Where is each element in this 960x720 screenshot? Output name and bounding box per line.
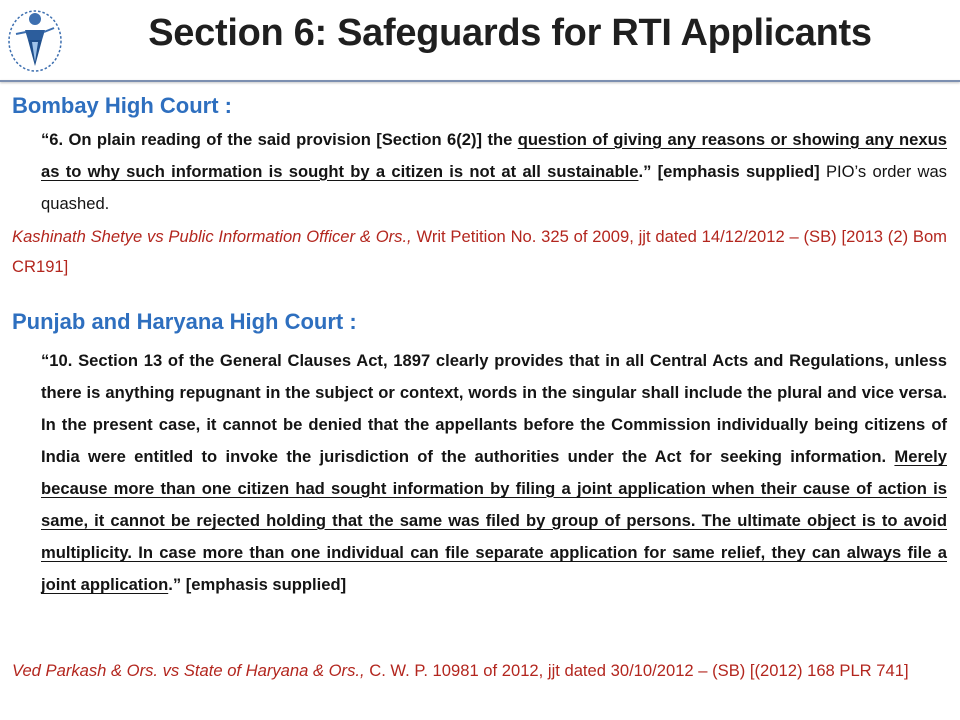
bombay-quote [41, 124, 947, 220]
punjab-case-reference: C. W. P. 10981 of 2012, jjt dated 30/10/2012 – (SB) [(2012) 168 PLR 741] [364, 661, 909, 680]
bombay-quote-close: .” [emphasis supplied] [638, 162, 820, 181]
bombay-quote-emphasis: question of giving any reasons or showing any nexus as to why such information is sought by a citizen is not at all sustainable [41, 130, 947, 181]
bombay-case-reference: Writ Petition No. 325 of 2009, jjt dated 14/12/2012 – (SB) [2013 (2) Bom CR191] [12, 227, 947, 276]
bombay-quote-outcome: PIO’s order was quashed. [41, 162, 947, 213]
bombay-case-name: Kashinath Shetye vs Public Information Officer & Ors., [12, 227, 412, 246]
organization-logo-icon [6, 4, 64, 74]
punjab-case-name: Ved Parkash & Ors. vs State of Haryana & Ors., [12, 661, 365, 680]
punjab-quote-emphasis: Merely because more than one citizen had sought information by filing a joint application when their cause of action is same, it cannot be rejected holding that the same was filed by group of persons. The ultimate object is to avoid multiplicity. In case more than one individual can file separate application for same relief, they can always file a joint application [41, 447, 947, 594]
title-divider [0, 80, 960, 82]
bombay-citation [12, 222, 947, 282]
punjab-court-heading: Punjab and Haryana High Court : [12, 309, 357, 334]
bombay-court-heading: Bombay High Court : [12, 93, 232, 118]
punjab-quote-close: .” [emphasis supplied] [168, 575, 347, 594]
punjab-citation [12, 656, 947, 686]
bombay-quote-text: “6. On plain reading of the said provision [Section 6(2)] the [41, 130, 518, 149]
punjab-quote [41, 345, 947, 601]
punjab-quote-text: “10. Section 13 of the General Clauses Act, 1897 clearly provides that in all Central Acts and Regulations, unless there is anything repugnant in the subject or context, words in the singular shall include the plural and vice versa. In the present case, it cannot be denied that the appellants before the Commission individually being citizens of India were entitled to invoke the jurisdiction of the authorities under the Act for seeking information. [41, 351, 947, 466]
slide-title: Section 6: Safeguards for RTI Applicants [148, 12, 872, 54]
